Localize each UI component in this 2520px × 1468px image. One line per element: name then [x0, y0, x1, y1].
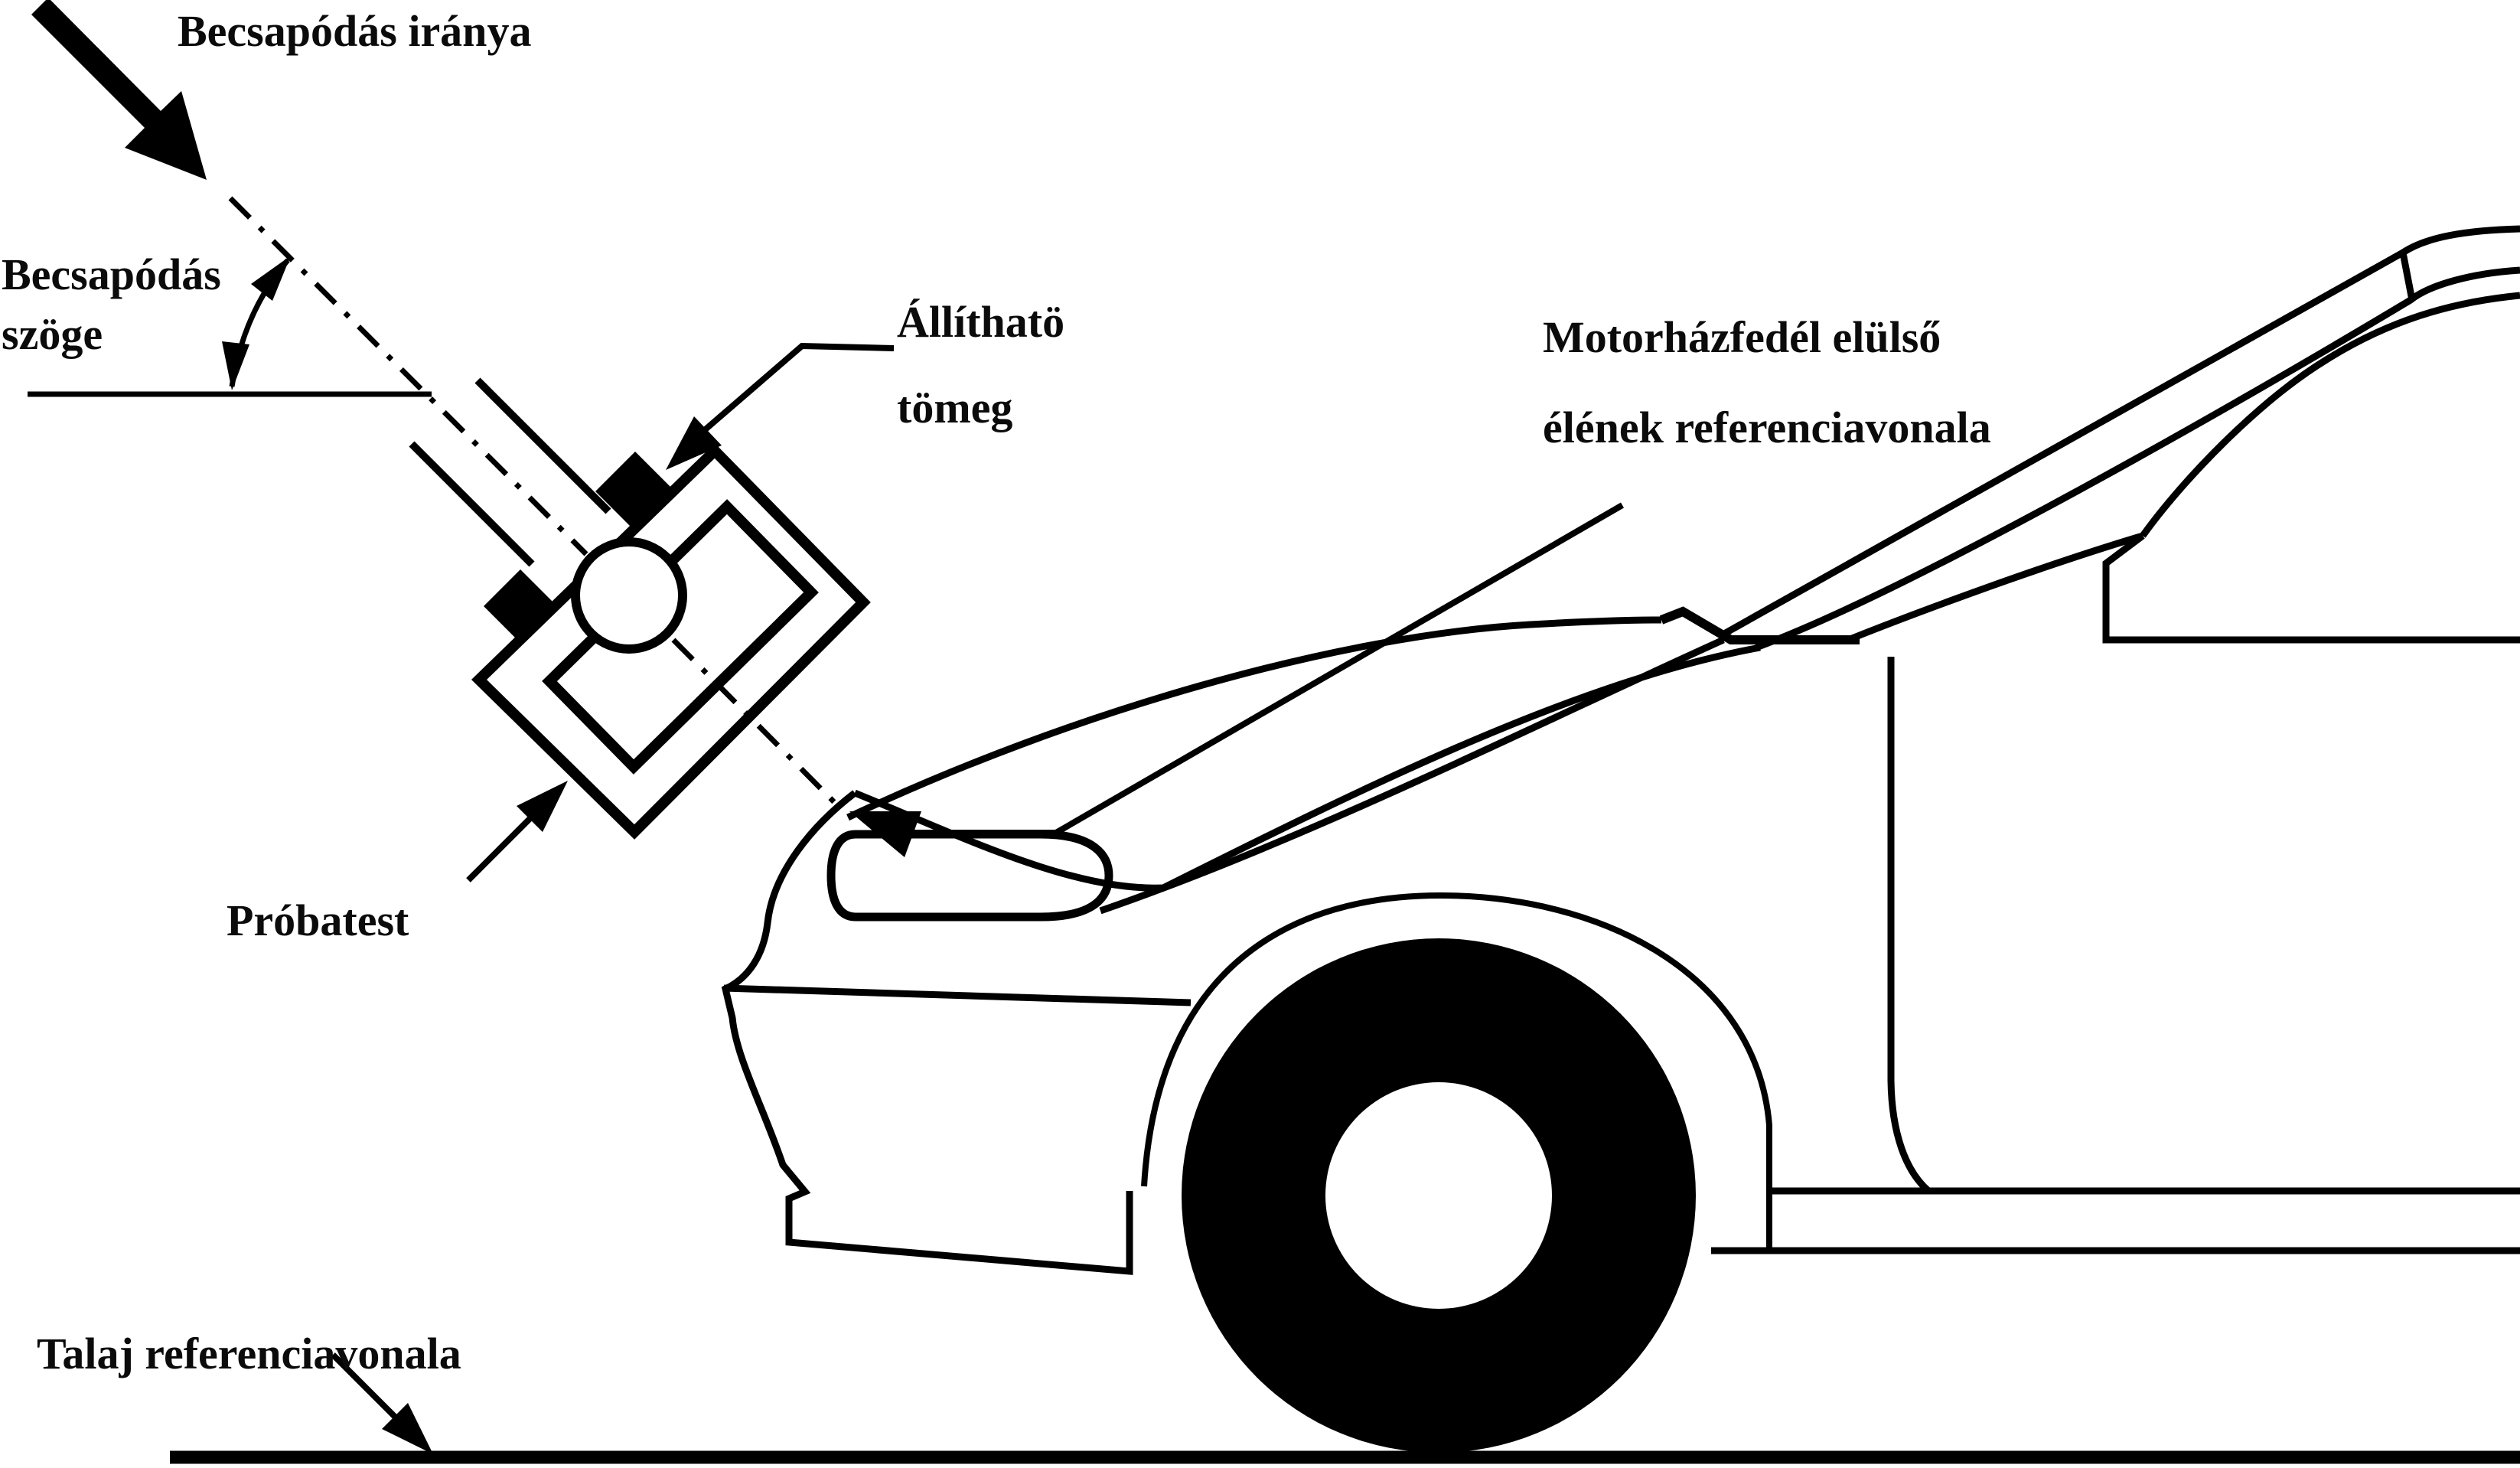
test-body-label: Próbatest — [227, 895, 409, 945]
side-window — [2106, 536, 2520, 640]
adjustable-mass-label-line1: Állíthatö — [897, 297, 1065, 347]
roof-line — [2403, 229, 2520, 253]
hood-ref-label-line1: Motorházfedél elülső — [1543, 312, 1941, 362]
launcher-rail-upper — [478, 380, 608, 511]
impact-trajectory-line — [230, 198, 586, 554]
ground-ref-label: Talaj referenciavonala — [37, 1329, 461, 1378]
adjustable-mass-leader — [701, 346, 894, 433]
impact-angle-label-line2: szöge — [2, 309, 103, 359]
belt-line — [2143, 295, 2520, 536]
impact-angle-arrowhead-bottom — [222, 341, 249, 390]
adjustable-mass-label-line2: tömeg — [897, 383, 1013, 432]
windshield-header-notch — [2403, 253, 2412, 300]
grille-line — [724, 988, 1191, 1003]
impactor-assembly — [31, 0, 863, 832]
door-edge-line — [1891, 657, 1928, 1191]
impact-angle-label-line1: Becsapódás — [2, 250, 221, 299]
headform-circle — [575, 542, 683, 649]
launcher-rail-lower — [412, 444, 532, 564]
test-body-leader — [468, 813, 536, 880]
impact-direction-label: Becsapódás iránya — [178, 6, 532, 56]
impact-angle-arrowhead-top — [251, 256, 291, 301]
hood-ref-label-line2: élének referenciavonala — [1543, 403, 1991, 452]
wheel-hub — [1325, 1082, 1552, 1309]
front-bumper — [725, 793, 1130, 1271]
